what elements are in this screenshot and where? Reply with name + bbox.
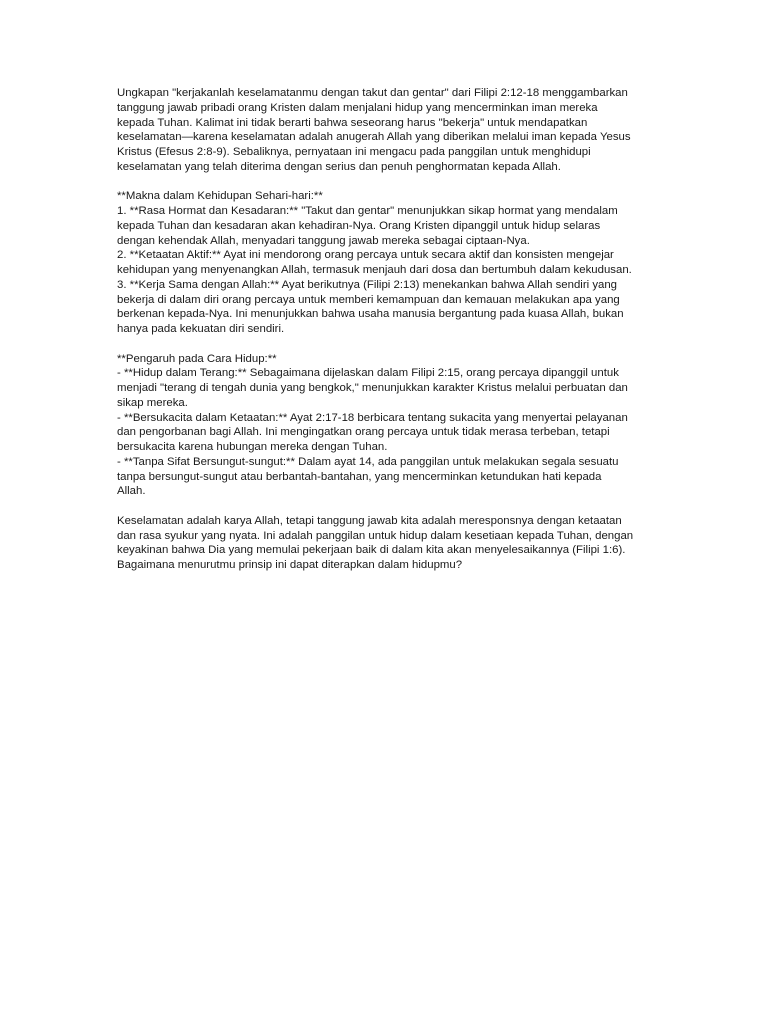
text-line: tanpa bersungut-sungut atau berbantah-bantahan, yang mencerminkan ketundukan hati kepada (117, 470, 602, 483)
text-line: Bagaimana menurutmu prinsip ini dapat diterapkan dalam hidupmu? (117, 559, 463, 571)
text-line: Allah. (117, 485, 146, 498)
text-line: keselamatan yang telah diterima dengan serius dan penuh penghormatan kepada Allah. (117, 160, 561, 173)
text-line: kepada Tuhan dan kesadaran akan kehadiran-Nya. Orang Kristen dipanggil untuk hidup selaras (117, 219, 601, 232)
text-line: - **Bersukacita dalam Ketaatan:** Ayat 2:17-18 berbicara tentang sukacita yang menyertai pelayanan (117, 411, 628, 424)
text-line: 3. **Kerja Sama dengan Allah:** Ayat berikutnya (Filipi 2:13) menekankan bahwa Allah sendiri yang (117, 278, 618, 291)
text-line: berkenan kepada-Nya. Ini menunjukkan bahwa usaha manusia bergantung pada kuasa Allah, bukan (117, 308, 624, 321)
section-makna (117, 189, 657, 337)
text-line: dan rasa syukur yang nyata. Ini adalah panggilan untuk hidup dalam kesetiaan kepada Tuhan, dengan (117, 529, 634, 542)
text-line: - **Tanpa Sifat Bersungut-sungut:** Dalam ayat 14, ada panggilan untuk melakukan segala sesuatu (117, 455, 619, 468)
text-line: dan pengorbanan bagi Allah. Ini mengingatkan orang percaya untuk tidak merasa terbeban, tetapi (117, 426, 610, 439)
blank-line (117, 337, 657, 352)
text-line: kehidupan yang menyenangkan Allah, termasuk menjauh dari dosa dan bertumbuh dalam kekudusan. (117, 264, 632, 276)
text-line: Kristus (Efesus 2:8-9). Sebaliknya, pernyataan ini mengacu pada panggilan untuk menghidupi (117, 146, 591, 158)
text-line: keyakinan bahwa Dia yang memulai pekerjaan baik di dalam kita akan menyelesaikannya (Filipi 1:6). (117, 544, 626, 557)
text-line: sikap mereka. (117, 396, 188, 409)
text-line: bekerja di dalam diri orang percaya untuk memberi kemampuan dan kemauan melakukan apa yang (117, 293, 620, 306)
document-page (117, 86, 657, 573)
text-line: kepada Tuhan. Kalimat ini tidak berarti bahwa seseorang harus "bekerja" untuk mendapatkan (117, 116, 588, 129)
blank-line (117, 499, 657, 514)
text-line: hanya pada kekuatan diri sendiri. (117, 323, 285, 335)
text-line: menjadi "terang di tengah dunia yang bengkok," menunjukkan karakter Kristus melalui perbuatan dan (117, 382, 628, 394)
intro-paragraph (117, 86, 657, 175)
text-line: - **Hidup dalam Terang:** Sebagaimana dijelaskan dalam Filipi 2:15, orang percaya dipanggil untuk (117, 367, 619, 380)
section-heading: **Makna dalam Kehidupan Sehari-hari:** (117, 190, 323, 203)
text-line: 1. **Rasa Hormat dan Kesadaran:** "Takut dan gentar" menunjukkan sikap hormat yang mendalam (117, 205, 618, 217)
section-heading: **Pengaruh pada Cara Hidup:** (117, 352, 277, 365)
text-line: bersukacita karena hubungan mereka dengan Tuhan. (117, 441, 388, 453)
text-line: 2. **Ketaatan Aktif:** Ayat ini mendorong orang percaya untuk secara aktif dan konsisten mengejar (117, 249, 614, 262)
text-line: tanggung jawab pribadi orang Kristen dalam menjalani hidup yang mencerminkan iman mereka (117, 101, 598, 114)
closing-paragraph (117, 514, 657, 573)
text-line: Keselamatan adalah karya Allah, tetapi tanggung jawab kita adalah meresponsnya dengan ketaatan (117, 514, 622, 527)
text-line: dengan kehendak Allah, menyadari tanggung jawab mereka sebagai ciptaan-Nya. (117, 234, 530, 247)
text-line: keselamatan—karena keselamatan adalah anugerah Allah yang diberikan melalui iman kepada Yesus (117, 131, 631, 144)
blank-line (117, 175, 657, 190)
text-line: Ungkapan "kerjakanlah keselamatanmu dengan takut dan gentar" dari Filipi 2:12-18 menggambarkan (117, 87, 628, 99)
section-pengaruh (117, 352, 657, 500)
